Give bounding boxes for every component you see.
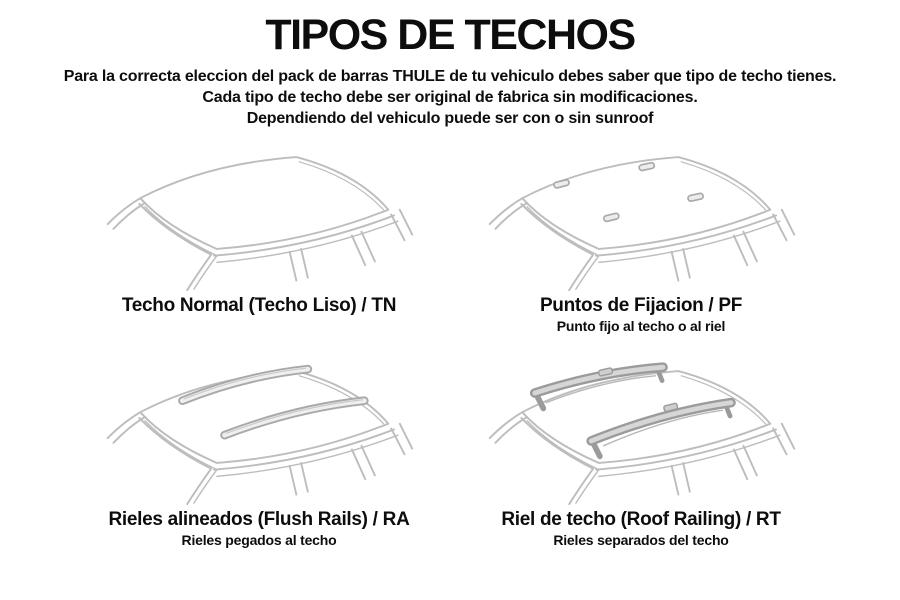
- roof-type-card-ra: [68, 349, 450, 563]
- raised-rails-roof-sketch-icon: [480, 349, 802, 507]
- roof-type-sublabel-pf: Punto fijo al techo o al riel: [556, 318, 726, 335]
- roof-type-sublabel-rt: Rieles separados del techo: [553, 532, 729, 549]
- roof-type-label-tn: Techo Normal (Techo Liso) / TN: [121, 295, 397, 317]
- fixpoint-roof-sketch-icon: [480, 135, 802, 293]
- roof-type-label-rt: Riel de techo (Roof Railing) / RT: [501, 509, 781, 531]
- intro-line-3: Dependiendo del vehiculo puede ser con o sin sunroof: [246, 110, 654, 128]
- roof-type-card-rt: [450, 349, 832, 563]
- intro-line-2: Cada tipo de techo debe ser original de fabrica sin modificaciones.: [202, 89, 698, 107]
- roof-type-card-pf: [450, 135, 832, 349]
- page-title: TIPOS DE TECHOS: [265, 11, 635, 59]
- roof-type-card-tn: [68, 135, 450, 349]
- roof-type-label-pf: Puntos de Fijacion / PF: [539, 295, 743, 317]
- intro-text: [0, 66, 900, 129]
- intro-line-1: Para la correcta eleccion del pack de barras THULE de tu vehiculo debes saber que tipo de techo tienes.: [63, 68, 837, 86]
- roof-type-label-ra: Rieles alineados (Flush Rails) / RA: [108, 509, 410, 531]
- roof-types-grid: [68, 135, 832, 563]
- roof-type-sublabel-ra: Rieles pegados al techo: [181, 532, 337, 549]
- flush-rails-roof-sketch-icon: [98, 349, 420, 507]
- plain-roof-sketch-icon: [98, 135, 420, 293]
